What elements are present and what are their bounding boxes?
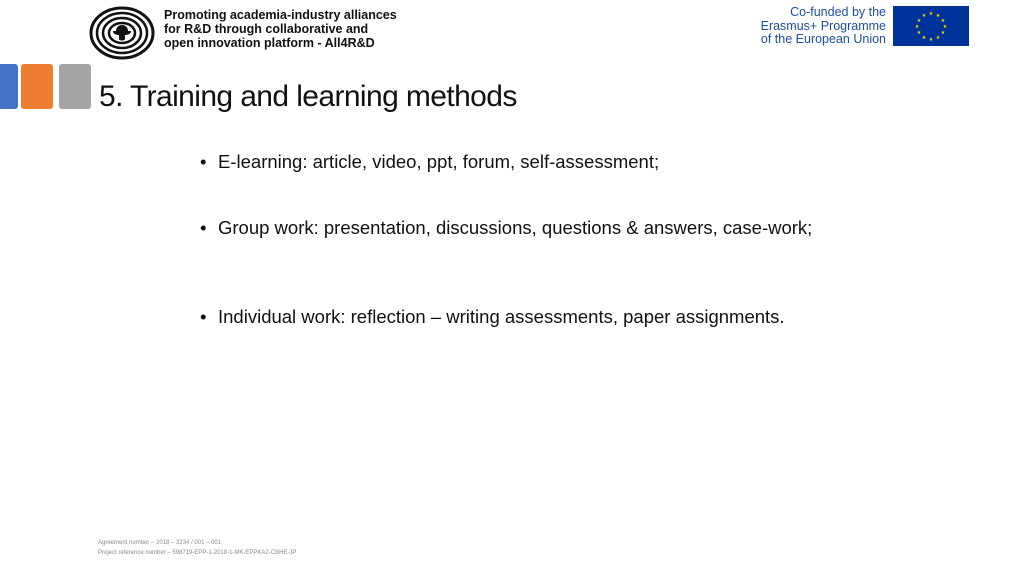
bullet-dot-icon: • — [200, 306, 207, 327]
bullet-text: Group work: presentation, discussions, questions & answers, case-work; — [218, 217, 813, 238]
cofunded-line-2: Erasmus+ Programme — [760, 18, 886, 33]
cofunded-line-3: of the European Union — [760, 32, 886, 46]
bullet-text: E-learning: article, video, ppt, forum, self-assessment; — [218, 151, 660, 172]
accent-square-blue — [0, 64, 18, 109]
svg-text:★: ★ — [940, 18, 946, 24]
accent-square-orange — [21, 64, 53, 109]
slide-title: 5. Training and learning methods — [99, 80, 517, 113]
footer-agreement-number: Agreement number – 2018 – 3234 / 001 – 001 — [98, 540, 222, 546]
bullet-item — [200, 216, 840, 240]
svg-text:★: ★ — [921, 13, 927, 19]
bullet-text: Individual work: reflection – writing assessments, paper assignments. — [218, 306, 785, 327]
svg-text:★: ★ — [928, 11, 934, 17]
concentric-circles-logo-icon — [89, 6, 155, 60]
bullet-dot-icon: • — [200, 151, 207, 172]
bullet-dot-icon: • — [200, 217, 207, 238]
cofunded-notice — [726, 6, 886, 47]
svg-text:★: ★ — [921, 35, 927, 41]
footer — [98, 538, 296, 558]
svg-text:★: ★ — [916, 30, 922, 36]
eu-flag-icon — [893, 6, 969, 46]
svg-text:★: ★ — [916, 18, 922, 24]
bullet-item — [200, 150, 840, 174]
project-title-line-3: open innovation platform - All4R&D — [164, 36, 375, 50]
svg-text:★: ★ — [935, 35, 941, 41]
svg-text:★: ★ — [942, 24, 948, 30]
footer-project-reference: Project reference number – 598719-EPP-1-2018-1-MK-EPPKA2-CBHE-JP — [98, 550, 297, 556]
project-title — [164, 8, 454, 50]
svg-text:★: ★ — [928, 37, 934, 43]
svg-text:★: ★ — [940, 30, 946, 36]
bullet-item — [200, 305, 840, 329]
accent-square-gray — [59, 64, 91, 109]
svg-text:★: ★ — [914, 24, 920, 30]
project-title-line-1: Promoting academia-industry alliances — [164, 8, 397, 22]
svg-text:★: ★ — [935, 13, 941, 19]
cofunded-line-1: Co-funded by the — [790, 5, 886, 19]
project-title-line-2: for R&D through collaborative and — [164, 22, 369, 36]
